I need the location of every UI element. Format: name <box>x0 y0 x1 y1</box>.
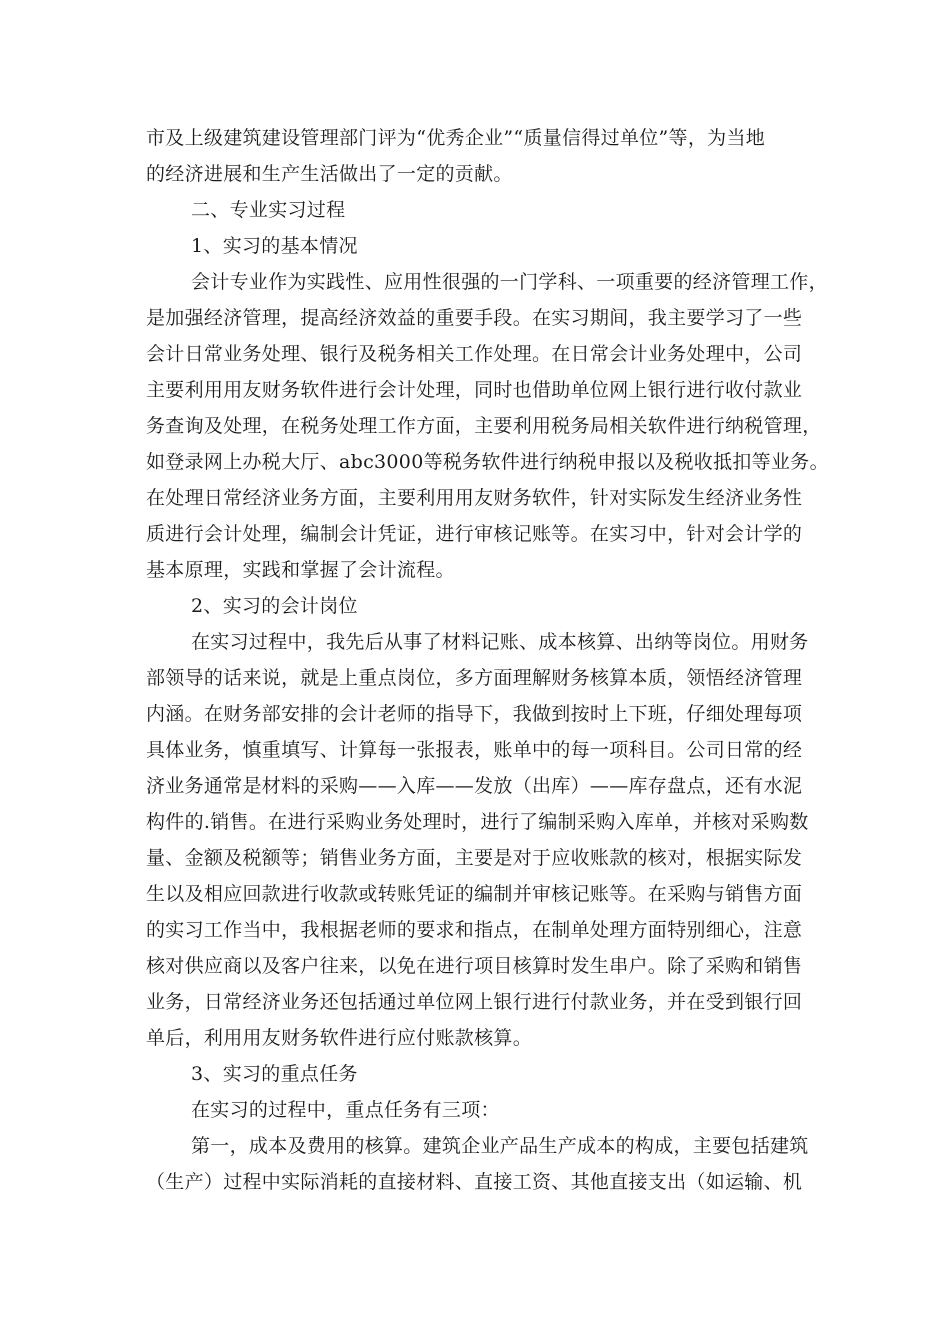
text-line: 内涵。在财务部安排的会计老师的指导下，我做到按时上下班，仔细处理每项 <box>146 703 803 725</box>
text-line: 会计专业作为实践性、应用性很强的一门学科、一项重要的经济管理工作， <box>191 271 828 293</box>
text-line: 是加强经济管理，提高经济效益的重要手段。在实习期间，我主要学习了一些 <box>146 307 803 329</box>
text-line: 的经济进展和生产生活做出了一定的贡献。 <box>146 163 513 185</box>
text-line: 单后，利用用友财务软件进行应付账款核算。 <box>146 1027 533 1049</box>
text-line: 的实习工作当中，我根据老师的要求和指点，在制单处理方面特别细心，注意 <box>146 919 803 941</box>
text-line: 主要利用用友财务软件进行会计处理，同时也借助单位网上银行进行收付款业 <box>146 379 803 401</box>
text-line: 在处理日常经济业务方面，主要利用用友财务软件，针对实际发生经济业务性 <box>146 487 803 509</box>
text-line: 构件的.销售。在进行采购业务处理时，进行了编制采购入库单，并核对采购数 <box>146 811 809 833</box>
text-line: 具体业务，慎重填写、计算每一张报表，账单中的每一项科目。公司日常的经 <box>146 739 803 761</box>
text-line: 量、金额及税额等；销售业务方面，主要是对于应收账款的核对，根据实际发 <box>146 847 803 869</box>
text-line: 务查询及处理，在税务处理工作方面，主要利用税务局相关软件进行纳税管理， <box>146 415 822 437</box>
text-line: 在实习的过程中，重点任务有三项： <box>191 1099 500 1121</box>
section-heading: 二、专业实习过程 <box>191 199 346 221</box>
text-line: 业务，日常经济业务还包括通过单位网上银行进行付款业务，并在受到银行回 <box>146 991 803 1013</box>
text-line: 核对供应商以及客户往来，以免在进行项目核算时发生串户。除了采购和销售 <box>146 955 803 977</box>
text-line: 如登录网上办税大厅、abc3000等税务软件进行纳税申报以及税收抵扣等业务。 <box>146 451 829 473</box>
text-line: 济业务通常是材料的采购——入库——发放（出库）——库存盘点，还有水泥 <box>146 775 803 797</box>
subsection-heading: 3、实习的重点任务 <box>191 1063 358 1085</box>
text-line: 生以及相应回款进行收款或转账凭证的编制并审核记账等。在采购与销售方面 <box>146 883 803 905</box>
text-line: 第一，成本及费用的核算。建筑企业产品生产成本的构成，主要包括建筑 <box>191 1135 809 1157</box>
text-line: 基本原理，实践和掌握了会计流程。 <box>146 559 455 581</box>
text-line: 部领导的话来说，就是上重点岗位，多方面理解财务核算本质，领悟经济管理 <box>146 667 803 689</box>
text-line: （生产）过程中实际消耗的直接材料、直接工资、其他直接支出（如运输、机 <box>146 1171 803 1193</box>
text-line: 在实习过程中，我先后从事了材料记账、成本核算、出纳等岗位。用财务 <box>191 631 809 653</box>
subsection-heading: 1、实习的基本情况 <box>191 235 358 257</box>
text-line: 会计日常业务处理、银行及税务相关工作处理。在日常会计业务处理中，公司 <box>146 343 803 365</box>
text-line: 质进行会计处理，编制会计凭证，进行审核记账等。在实习中，针对会计学的 <box>146 523 803 545</box>
subsection-heading: 2、实习的会计岗位 <box>191 595 358 617</box>
text-line: 市及上级建筑建设管理部门评为“优秀企业”“质量信得过单位”等，为当地 <box>146 127 766 149</box>
